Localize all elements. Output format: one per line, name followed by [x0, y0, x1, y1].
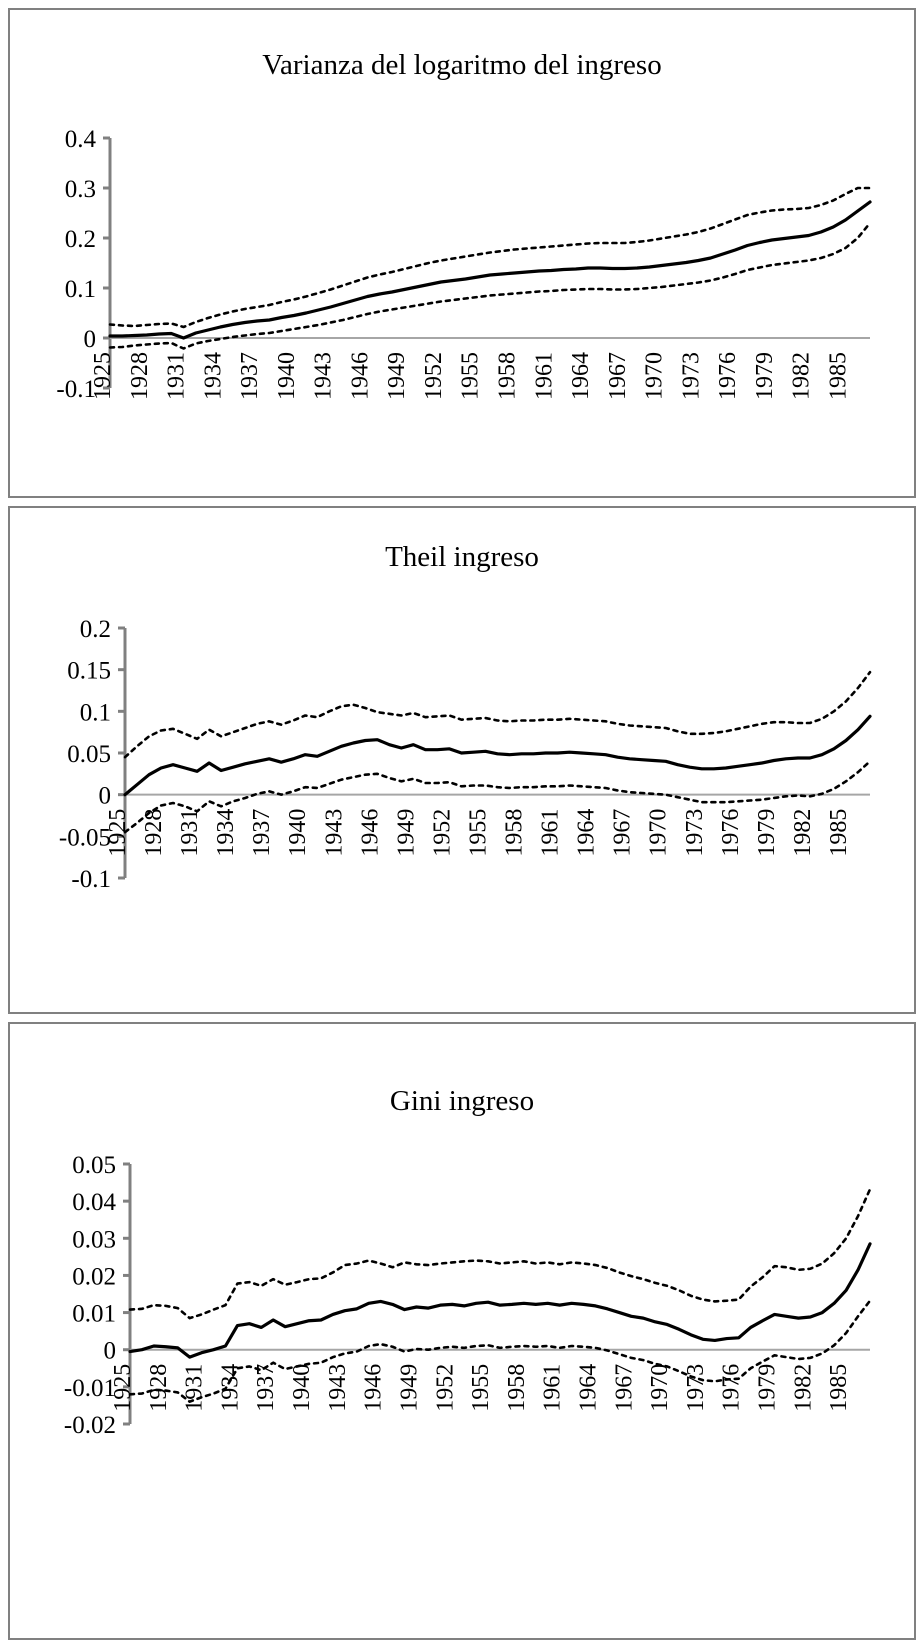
- x-axis-tick-label: 1970: [647, 1363, 674, 1412]
- chart-panel-theil: [8, 506, 916, 1014]
- x-axis-tick-label: 1928: [126, 351, 153, 400]
- x-axis-tick-label: 1928: [145, 1363, 172, 1412]
- x-axis-tick-label: 1943: [310, 352, 337, 401]
- series-line-central: [130, 1244, 870, 1357]
- x-axis-tick-label: 1985: [826, 1363, 853, 1412]
- x-axis-tick-label: 1973: [681, 808, 708, 857]
- series-line-band: [125, 672, 870, 757]
- plot-area-varianza: [10, 10, 914, 496]
- x-axis-tick-label: 1958: [503, 1363, 530, 1412]
- y-axis-tick-label: 0.1: [64, 276, 96, 303]
- x-axis-tick-label: 1967: [604, 352, 631, 401]
- x-axis-tick-label: 1934: [200, 351, 227, 400]
- y-axis-tick-label: 0.3: [64, 176, 96, 203]
- x-axis-tick-label: 1952: [429, 808, 456, 857]
- x-axis-tick-label: 1931: [181, 1363, 208, 1412]
- panel-title-gini: Gini ingreso: [389, 1085, 535, 1117]
- x-axis-tick-label: 1985: [825, 351, 852, 400]
- x-axis-tick-label: 1925: [104, 808, 131, 857]
- x-axis-tick-label: 1931: [177, 808, 204, 857]
- plot-area-theil: [10, 508, 914, 1012]
- x-axis-tick-label: 1949: [396, 1363, 423, 1412]
- series-line-band: [130, 1189, 870, 1318]
- x-axis-tick-label: 1979: [751, 352, 778, 401]
- y-axis-tick-label: 0.02: [72, 1263, 116, 1291]
- x-axis-tick-label: 1967: [609, 808, 636, 857]
- x-axis-tick-label: 1934: [217, 1363, 244, 1412]
- x-axis-tick-label: 1973: [682, 1363, 709, 1412]
- x-axis-tick-label: 1952: [432, 1363, 459, 1412]
- x-axis-tick-label: 1934: [213, 808, 240, 857]
- x-axis-tick-label: 1925: [90, 352, 116, 400]
- x-axis-tick-label: 1979: [753, 808, 780, 857]
- x-axis-tick-label: 1976: [718, 1363, 745, 1412]
- x-axis-tick-label: 1982: [789, 808, 816, 857]
- x-axis-tick-label: 1967: [611, 1363, 638, 1412]
- y-axis-tick-label: 0.15: [67, 657, 111, 685]
- x-axis-tick-label: 1943: [321, 808, 348, 857]
- y-axis-tick-label: 0.05: [67, 741, 111, 768]
- x-axis-tick-label: 1937: [253, 1363, 280, 1412]
- y-axis-tick-label: 0.04: [72, 1189, 116, 1217]
- x-axis-tick-label: 1982: [790, 1363, 817, 1412]
- chart-panel-varianza: [8, 8, 916, 498]
- y-axis-tick-label: 0: [83, 326, 96, 353]
- y-axis-tick-label: -0.05: [58, 824, 111, 852]
- x-axis-tick-label: 1976: [717, 808, 744, 857]
- x-axis-tick-label: 1958: [501, 808, 528, 857]
- x-axis-tick-label: 1979: [754, 1363, 781, 1412]
- x-axis-tick-label: 1955: [468, 1363, 495, 1412]
- x-axis-tick-label: 1940: [289, 1363, 316, 1412]
- x-axis-tick-label: 1964: [573, 808, 600, 857]
- y-axis-tick-label: 0: [98, 782, 111, 810]
- x-axis-tick-label: 1961: [537, 808, 564, 857]
- x-axis-tick-label: 1949: [384, 351, 411, 400]
- x-axis-tick-label: 1940: [285, 808, 312, 857]
- x-axis-tick-label: 1982: [788, 352, 815, 401]
- y-axis-tick-label: 0.01: [72, 1300, 116, 1328]
- x-axis-tick-label: 1955: [457, 351, 484, 400]
- chart-svg-gini: [10, 1024, 914, 1638]
- x-axis-tick-label: 1961: [531, 351, 558, 400]
- x-axis-tick-label: 1958: [494, 352, 521, 401]
- x-axis-tick-label: 1940: [273, 351, 300, 400]
- x-axis-tick-label: 1973: [678, 352, 705, 401]
- x-axis-tick-label: 1970: [645, 808, 672, 857]
- x-axis-tick-label: 1937: [249, 808, 276, 857]
- y-axis-tick-label: 0.4: [64, 126, 96, 153]
- panel-title-varianza: Varianza del logaritmo del ingreso: [262, 49, 662, 81]
- y-axis-tick-label: 0: [103, 1337, 116, 1365]
- x-axis-tick-label: 1946: [360, 1363, 387, 1412]
- chart-svg-varianza: [10, 10, 914, 496]
- x-axis-tick-label: 1985: [825, 808, 852, 857]
- x-axis-tick-label: 1931: [163, 352, 190, 401]
- series-line-central: [125, 716, 870, 794]
- plot-area-gini: [10, 1024, 914, 1638]
- x-axis-tick-label: 1946: [347, 352, 374, 401]
- x-axis-tick-label: 1949: [393, 808, 420, 857]
- series-line-band: [110, 188, 870, 327]
- x-axis-tick-label: 1928: [141, 808, 168, 857]
- x-axis-tick-label: 1937: [237, 352, 264, 401]
- chart-panel-gini: [8, 1022, 916, 1640]
- y-axis-tick-label: -0.1: [71, 866, 111, 893]
- y-axis-tick-label: 0.1: [79, 699, 111, 727]
- y-axis-tick-label: -0.1: [56, 376, 96, 403]
- x-axis-tick-label: 1964: [568, 351, 595, 400]
- y-axis-tick-label: 0.2: [64, 226, 96, 253]
- x-axis-tick-label: 1961: [539, 1363, 566, 1412]
- x-axis-tick-label: 1925: [110, 1363, 137, 1412]
- x-axis-tick-label: 1952: [420, 352, 447, 401]
- y-axis-tick-label: 0.03: [72, 1226, 116, 1254]
- x-axis-tick-label: 1970: [641, 351, 668, 400]
- panel-title-theil: Theil ingreso: [385, 541, 539, 573]
- y-axis-tick-label: 0.05: [72, 1152, 116, 1179]
- y-axis-tick-label: 0.2: [79, 616, 111, 643]
- x-axis-tick-label: 1955: [465, 808, 492, 857]
- x-axis-tick-label: 1946: [357, 808, 384, 857]
- y-axis-tick-label: -0.01: [63, 1374, 116, 1402]
- x-axis-tick-label: 1943: [324, 1363, 351, 1412]
- x-axis-tick-label: 1964: [575, 1363, 602, 1412]
- x-axis-tick-label: 1976: [715, 351, 742, 400]
- y-axis-tick-label: -0.02: [63, 1412, 116, 1439]
- series-line-central: [110, 202, 870, 338]
- chart-svg-theil: [10, 508, 914, 1012]
